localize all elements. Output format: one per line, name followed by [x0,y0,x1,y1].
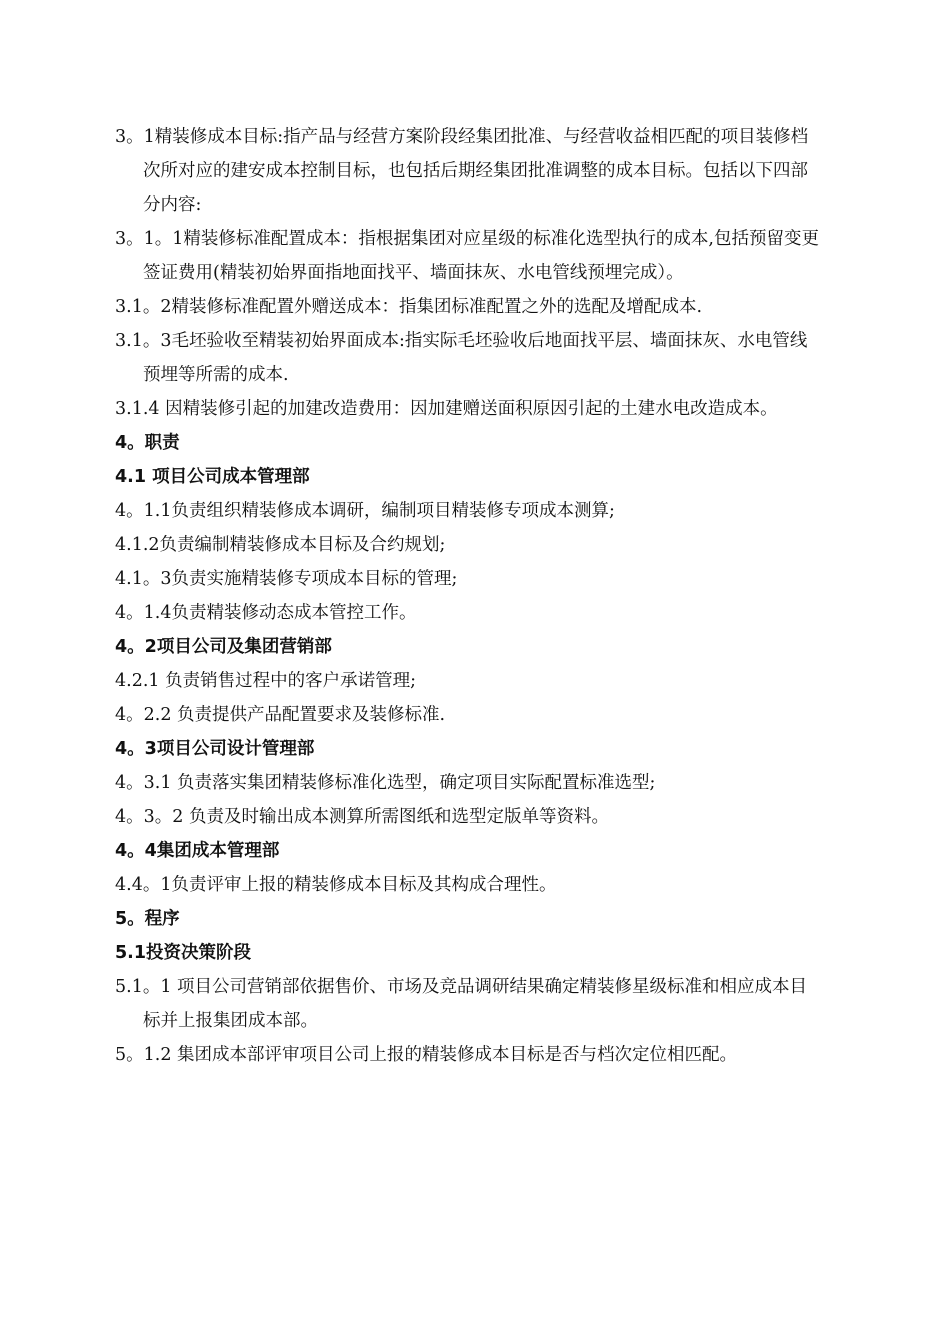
section-4-3-1-paragraph: 4。3.1 负责落实集团精装修标准化选型，确定项目实际配置标准选型; [115,773,656,793]
section-4-1-heading: 4.1 项目公司成本管理部 [115,467,310,487]
section-4-4-heading: 4。4集团成本管理部 [115,841,280,861]
section-4-2-1-paragraph: 4.2.1 负责销售过程中的客户承诺管理; [115,671,416,691]
section-5-1-1-paragraph: 5.1。1 项目公司营销部依据售价、市场及竞品调研结果确定精装修星级标准和相应成本目标并上报集团成本部。 [115,977,808,1031]
section-3-1-1-paragraph: 3。1。1精装修标准配置成本：指根据集团对应星级的标准化选型执行的成本,包括预留变更签证费用(精装初始界面指地面找平、墙面抹灰、水电管线预埋完成）。 [115,229,819,283]
section-4-1-4-paragraph: 4。1.4负责精装修动态成本管控工作。 [115,603,417,623]
section-3-1-paragraph: 3。1精装修成本目标:指产品与经营方案阶段经集团批准、与经营收益相匹配的项目装修档次所对应的建安成本控制目标，也包括后期经集团批准调整的成本目标。包括以下四部分内容: [115,127,809,215]
section-4-3-heading: 4。3项目公司设计管理部 [115,739,315,759]
section-4-heading: 4。职责 [115,433,180,453]
section-5-1-2-paragraph: 5。1.2 集团成本部评审项目公司上报的精装修成本目标是否与档次定位相匹配。 [115,1045,738,1065]
document-body [115,120,820,1072]
section-3-1-2-paragraph: 3.1。2精装修标准配置外赠送成本：指集团标准配置之外的选配及增配成本. [115,297,703,317]
section-4-2-2-paragraph: 4。2.2 负责提供产品配置要求及装修标准. [115,705,446,725]
section-3-1-4-paragraph: 3.1.4 因精装修引起的加建改造费用：因加建赠送面积原因引起的土建水电改造成本。 [115,399,778,419]
section-3-1-3-paragraph: 3.1。3毛坯验收至精装初始界面成本:指实际毛坯验收后地面找平层、墙面抹灰、水电管线预埋等所需的成本. [115,331,808,385]
section-4-4-1-paragraph: 4.4。1负责评审上报的精装修成本目标及其构成合理性。 [115,875,557,895]
section-5-1-heading: 5.1投资决策阶段 [115,943,252,963]
section-5-heading: 5。程序 [115,909,180,929]
section-4-3-2-paragraph: 4。3。2 负责及时输出成本测算所需图纸和选型定版单等资料。 [115,807,609,827]
section-4-1-2-paragraph: 4.1.2负责编制精装修成本目标及合约规划; [115,535,446,555]
section-4-1-3-paragraph: 4.1。3负责实施精装修专项成本目标的管理; [115,569,458,589]
section-4-2-heading: 4。2项目公司及集团营销部 [115,637,332,657]
section-4-1-1-paragraph: 4。1.1负责组织精装修成本调研，编制项目精装修专项成本测算; [115,501,615,521]
